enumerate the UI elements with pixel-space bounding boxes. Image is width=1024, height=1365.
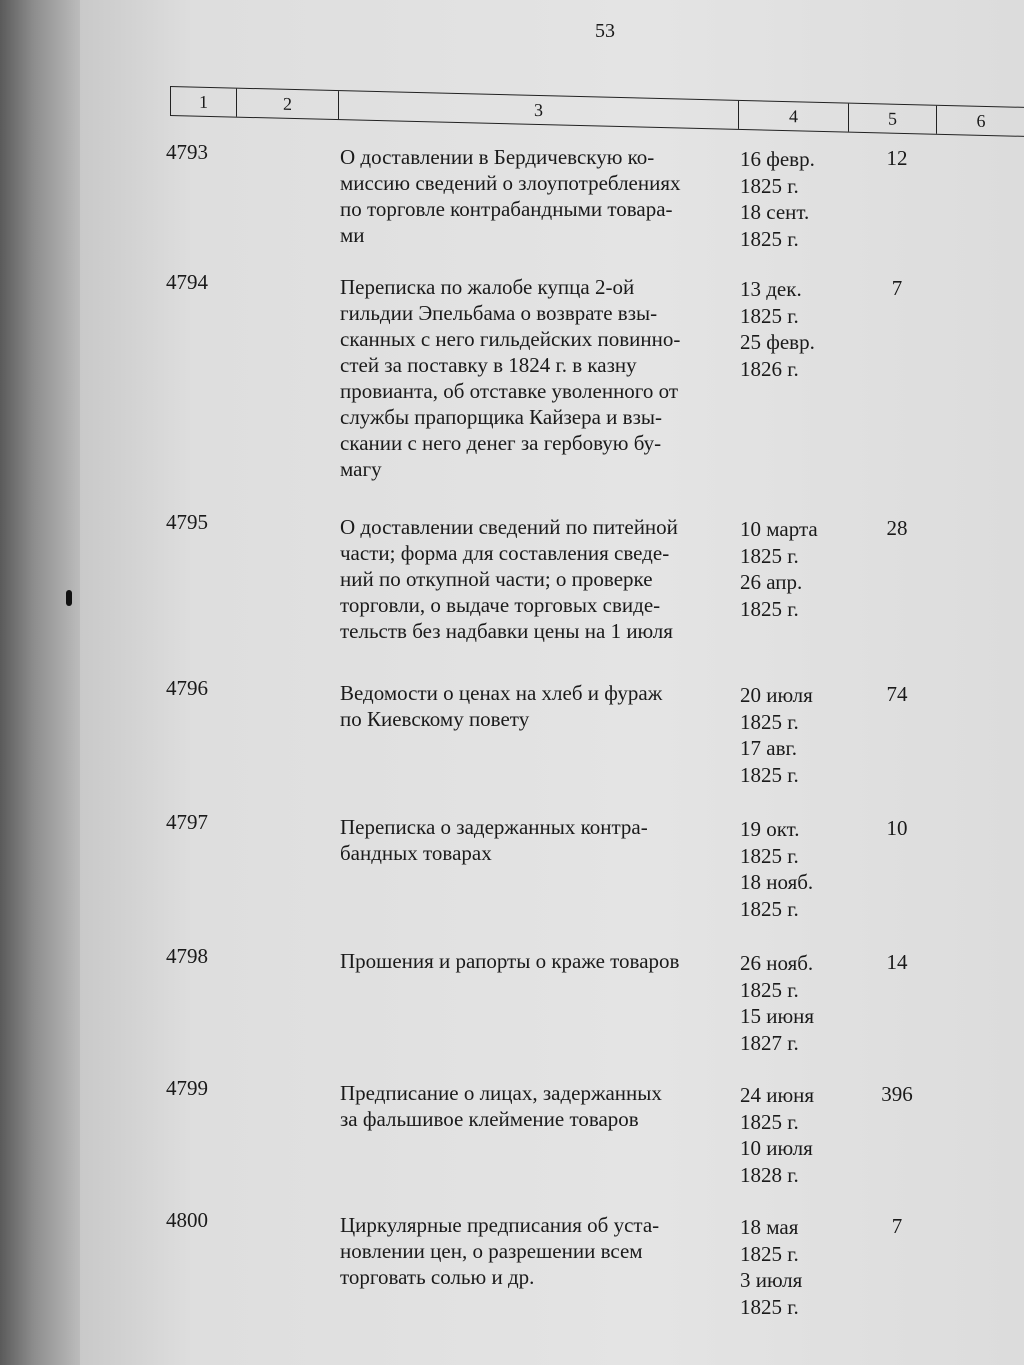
- record-dates: [740, 276, 815, 382]
- date-end: 17 авг.: [740, 736, 797, 760]
- date-end-year: 1825 г.: [740, 596, 799, 621]
- record-dates: [740, 516, 818, 622]
- column-header-1: 1: [171, 87, 237, 117]
- record-sheets: 7: [891, 1214, 903, 1238]
- date-start-year: 1825 г.: [740, 173, 799, 198]
- record-sheets: 74: [886, 682, 908, 706]
- record-number: 4798: [166, 944, 208, 968]
- date-end: 15 июня: [740, 1004, 815, 1028]
- record-dates: [740, 146, 815, 252]
- column-header-5: 5: [849, 104, 937, 134]
- date-start-year: 1825 г.: [740, 977, 799, 1002]
- record-dates: [740, 682, 813, 788]
- record-description: Циркулярные предписания об уста- новлении цен, о разрешении всем торговать солью и др.: [340, 1213, 660, 1289]
- date-end-year: 1825 г.: [740, 762, 799, 787]
- date-start: 10 марта: [740, 517, 818, 541]
- record-description: Переписка по жалобе купца 2-ой гильдии Эпельбама о возврате взы- сканных с него гильдейских повинно- стей за поставку в 1824 г. в казну провианта, об отставке уволенного от службы прапорщика Кайзера и взы- скании с него денег за гербовую бу- магу: [340, 275, 681, 481]
- record-sheets: 14: [886, 950, 908, 974]
- date-end: 26 апр.: [740, 570, 803, 594]
- date-end-year: 1827 г.: [740, 1030, 799, 1055]
- record-number: 4796: [166, 676, 208, 700]
- date-start-year: 1825 г.: [740, 1241, 799, 1266]
- record-number: 4799: [166, 1076, 208, 1100]
- record-description: Предписание о лицах, задержанных за фальшивое клеймение товаров: [340, 1081, 662, 1131]
- date-start-year: 1825 г.: [740, 543, 799, 568]
- record-sheets: 396: [881, 1082, 913, 1106]
- date-end: 18 сент.: [740, 200, 810, 224]
- date-start: 16 февр.: [740, 147, 815, 171]
- date-end: 10 июля: [740, 1136, 813, 1160]
- date-start: 24 июня: [740, 1083, 815, 1107]
- record-dates: [740, 950, 814, 1056]
- page-number: 53: [595, 20, 615, 42]
- date-start: 18 мая: [740, 1215, 799, 1239]
- record-sheets: 10: [886, 816, 908, 840]
- date-end-year: 1826 г.: [740, 356, 799, 381]
- date-end-year: 1825 г.: [740, 226, 799, 251]
- date-start-year: 1825 г.: [740, 1109, 799, 1134]
- date-start: 26 нояб.: [740, 951, 814, 975]
- record-sheets: 12: [886, 146, 908, 170]
- record-description: Прошения и рапорты о краже товаров: [340, 949, 680, 973]
- date-start: 19 окт.: [740, 817, 800, 841]
- date-end-year: 1828 г.: [740, 1162, 799, 1187]
- date-start: 13 дек.: [740, 277, 802, 301]
- record-description: О доставлении сведений по питейной части; форма для составления сведе- ний по откупной части; о проверке торговли, о выдаче торговых свиде- тельств без надбавки цены на 1 июля: [340, 515, 678, 643]
- record-number: 4797: [166, 810, 208, 834]
- column-header-4: 4: [739, 101, 849, 132]
- date-start: 20 июля: [740, 683, 813, 707]
- record-number: 4800: [166, 1208, 208, 1232]
- date-end: 25 февр.: [740, 330, 815, 354]
- date-end: 3 июля: [740, 1268, 803, 1292]
- record-dates: [740, 1214, 802, 1320]
- record-number: 4793: [166, 140, 208, 164]
- date-start-year: 1825 г.: [740, 303, 799, 328]
- record-sheets: 28: [886, 516, 908, 540]
- column-header-2: 2: [237, 89, 339, 119]
- record-description: Переписка о задержанных контра- бандных товарах: [340, 815, 648, 865]
- record-description: Ведомости о ценах на хлеб и фураж по Киевскому повету: [340, 681, 663, 731]
- record-dates: [740, 1082, 814, 1188]
- record-number: 4795: [166, 510, 208, 534]
- date-end-year: 1825 г.: [740, 1294, 799, 1319]
- record-description: О доставлении в Бердичевскую ко- миссию сведений о злоупотреблениях по торговле контрабандными товара- ми: [340, 145, 681, 247]
- record-dates: [740, 816, 813, 922]
- date-start-year: 1825 г.: [740, 709, 799, 734]
- date-start-year: 1825 г.: [740, 843, 799, 868]
- date-end: 18 нояб.: [740, 870, 814, 894]
- column-header-3: 3: [339, 91, 739, 129]
- date-end-year: 1825 г.: [740, 896, 799, 921]
- record-sheets: 7: [891, 276, 903, 300]
- column-header-6: 6: [976, 110, 986, 131]
- record-number: 4794: [166, 270, 208, 294]
- margin-ink-mark: [66, 590, 72, 606]
